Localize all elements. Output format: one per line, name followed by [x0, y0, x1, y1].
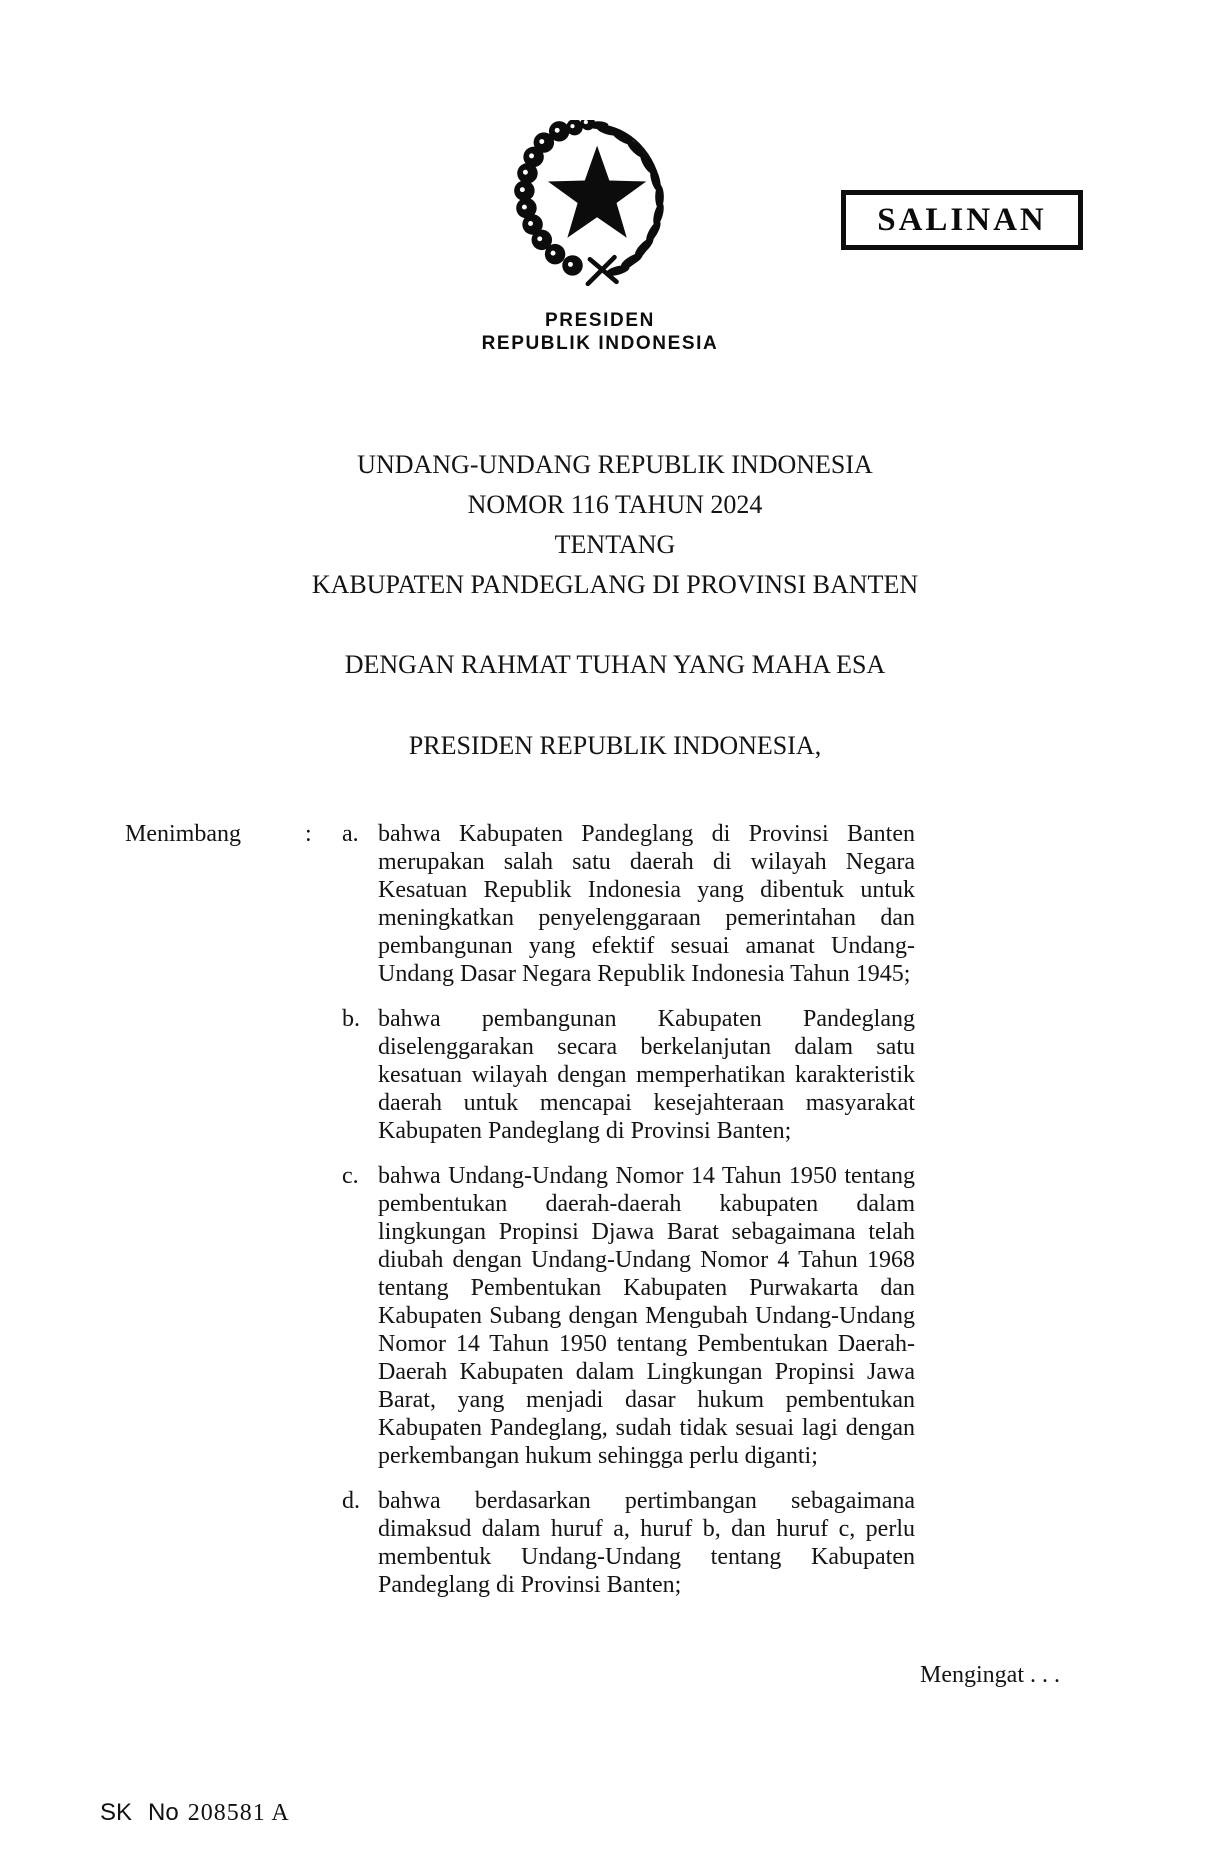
considering-colon: :: [305, 821, 312, 847]
considering-item-a: [342, 820, 915, 988]
salinan-stamp: SALINAN: [841, 190, 1083, 250]
invocation-line: DENGAN RAHMAT TUHAN YANG MAHA ESA: [344, 650, 886, 679]
considering-items: [342, 820, 915, 1616]
letterhead: [450, 309, 750, 355]
item-marker: d.: [342, 1488, 360, 1514]
considering-item-b: [342, 1005, 915, 1145]
star-wreath-icon: [508, 120, 680, 288]
letterhead-line-republik: REPUBLIK INDONESIA: [481, 333, 719, 354]
letterhead-line-presiden: PRESIDEN: [545, 310, 655, 331]
considering-item-c: [342, 1162, 915, 1470]
considering-section: [125, 820, 925, 1616]
item-marker: b.: [342, 1006, 360, 1032]
title-line-2: NOMOR 116 TAHUN 2024: [467, 490, 763, 519]
sk-number-value: 208581 A: [187, 1800, 290, 1826]
item-text: bahwa berdasarkan pertimbangan sebagaimana dimaksud dalam huruf a, huruf b, dan huruf c, perlu membentuk Undang-Undang tentang Kabupaten Pandeglang di Provinsi Banten;: [378, 1488, 915, 1598]
item-text: bahwa Kabupaten Pandeglang di Provinsi Banten merupakan salah satu daerah di wilayah Negara Kesatuan Republik Indonesia yang dibentuk untuk meningkatkan penyelenggaraan pemerintahan dan pembangunan yang efektif sesuai amanat Undang-Undang Dasar Negara Republik Indonesia Tahun 1945;: [378, 821, 915, 987]
document-title: [159, 445, 1071, 605]
title-line-4: KABUPATEN PANDEGLANG DI PROVINSI BANTEN: [311, 570, 919, 599]
title-line-1: UNDANG-UNDANG REPUBLIK INDONESIA: [357, 450, 873, 479]
title-line-3: TENTANG: [554, 530, 676, 559]
sk-number: [100, 1799, 290, 1827]
salutation-line: PRESIDEN REPUBLIK INDONESIA,: [408, 731, 822, 760]
no-label: No: [148, 1799, 179, 1826]
sk-label: SK: [100, 1799, 133, 1826]
item-marker: c.: [342, 1163, 359, 1189]
item-marker: a.: [342, 821, 359, 847]
item-text: bahwa Undang-Undang Nomor 14 Tahun 1950 tentang pembentukan daerah-daerah kabupaten dalam lingkungan Propinsi Djawa Barat sebagaimana telah diubah dengan Undang-Undang Nomor 4 Tahun 1968 tentang Pembentukan Kabupaten Purwakarta dan Kabupaten Subang dengan Mengubah Undang-Undang Nomor 14 Tahun 1950 tentang Pembentukan Daerah-Daerah Kabupaten dalam Lingkungan Propinsi Jawa Barat, yang menjadi dasar hukum pembentukan Kabupaten Pandeglang, sudah tidak sesuai lagi dengan perkembangan hukum sehingga perlu diganti;: [378, 1163, 915, 1469]
considering-label: Menimbang: [125, 821, 241, 847]
considering-item-d: [342, 1487, 915, 1599]
presidential-emblem: [508, 120, 680, 288]
catchword-mengingat: Mengingat . . .: [920, 1662, 1060, 1688]
item-text: bahwa pembangunan Kabupaten Pandeglang diselenggarakan secara berkelanjutan dalam satu kesatuan wilayah dengan memperhatikan karakteristik daerah untuk mencapai kesejahteraan masyarakat Kabupaten Pandeglang di Provinsi Banten;: [378, 1006, 915, 1144]
